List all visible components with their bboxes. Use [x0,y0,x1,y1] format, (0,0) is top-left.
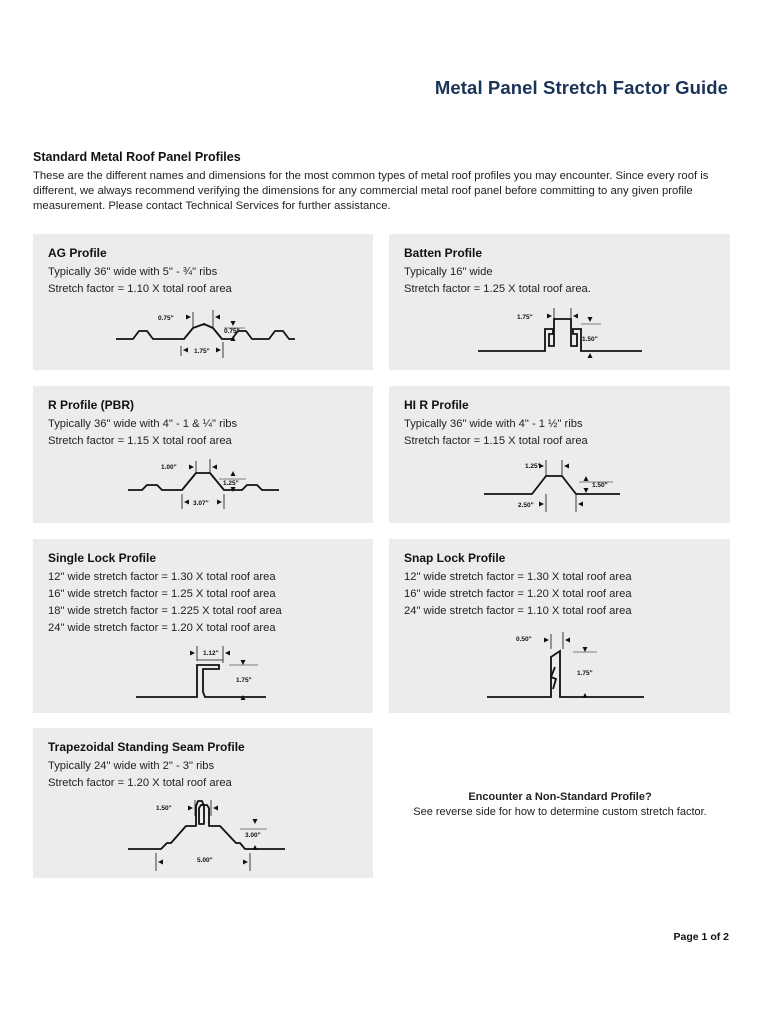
card-title: R Profile (PBR) [48,398,135,412]
intro-heading: Standard Metal Roof Panel Profiles [33,150,241,164]
card-line: Stretch factor = 1.15 X total roof area [404,435,588,447]
card-title: Trapezoidal Standing Seam Profile [48,740,245,754]
dimension-label: 5.00" [197,857,213,864]
batten-profile-diagram [389,234,730,370]
card-snap-lock-profile [389,539,730,713]
card-title: HI R Profile [404,398,469,412]
card-r-profile [33,386,373,523]
dimension-label: 1.75" [236,677,252,684]
card-line: Typically 36" wide with 5" - ¾" ribs [48,266,218,278]
dimension-label: 3.07" [193,500,209,507]
dimension-label: 0.75" [158,315,174,322]
card-trapezoidal-profile [33,728,373,878]
card-line: 24" wide stretch factor = 1.10 X total roof area [404,605,632,617]
card-batten-profile [389,234,730,370]
card-line: Stretch factor = 1.20 X total roof area [48,777,232,789]
card-ag-profile [33,234,373,370]
page-number: Page 1 of 2 [673,931,729,943]
dimension-label: 2.50" [518,502,534,509]
card-title: AG Profile [48,246,107,260]
dimension-label: 1.50" [582,336,598,343]
dimension-label: 1.50" [592,482,608,489]
card-line: Typically 24" wide with 2" - 3" ribs [48,760,215,772]
single-lock-profile-diagram [33,539,373,713]
non-standard-heading: Encounter a Non-Standard Profile? [468,791,652,803]
card-line: Stretch factor = 1.25 X total roof area. [404,283,591,295]
dimension-label: 1.25" [223,480,239,487]
non-standard-text: See reverse side for how to determine custom stretch factor. [413,806,707,818]
card-line: 12" wide stretch factor = 1.30 X total roof area [48,571,276,583]
page-title: Metal Panel Stretch Factor Guide [434,77,728,98]
card-line: 24" wide stretch factor = 1.20 X total roof area [48,622,276,634]
hi-r-profile-diagram [389,386,730,523]
card-line: Typically 36" wide with 4" - 1 ½" ribs [404,418,583,430]
card-line: 18" wide stretch factor = 1.225 X total roof area [48,605,282,617]
intro-text: These are the different names and dimensions for the most common types of metal roof profiles you may encounter. Since every roof is different, we always recommend verifying the dimensions for any commercial metal roof panel before committing to any given profile measurement. Please contact Technical Services for further assistance. [33,170,709,212]
card-title: Snap Lock Profile [404,551,506,565]
card-title: Single Lock Profile [48,551,157,565]
dimension-label: 1.75" [194,348,210,355]
dimension-label: 1.75" [577,670,593,677]
card-line: 16" wide stretch factor = 1.25 X total roof area [48,588,276,600]
card-hi-r-profile [389,386,730,523]
card-line: 12" wide stretch factor = 1.30 X total roof area [404,571,632,583]
dimension-label: 3.00" [245,832,261,839]
dimension-label: 1.25" [525,463,541,470]
dimension-label: 0.75" [224,328,240,335]
card-line: Stretch factor = 1.10 X total roof area [48,283,232,295]
r-profile-diagram [33,386,373,523]
dimension-label: 1.75" [517,314,533,321]
card-single-lock-profile [33,539,373,713]
card-line: Stretch factor = 1.15 X total roof area [48,435,232,447]
dimension-label: 1.00" [161,464,177,471]
snap-lock-profile-diagram [389,539,730,713]
ag-profile-diagram [33,234,373,370]
dimension-label: 1.12" [203,650,219,657]
card-title: Batten Profile [404,246,483,260]
non-standard-note [390,790,730,820]
trapezoidal-profile-diagram [33,728,373,878]
card-line: Typically 36" wide with 4" - 1 & ¼" ribs [48,418,238,430]
card-line: Typically 16" wide [404,266,493,278]
card-line: 16" wide stretch factor = 1.20 X total roof area [404,588,632,600]
dimension-label: 0.50" [516,636,532,643]
dimension-label: 1.50" [156,805,172,812]
